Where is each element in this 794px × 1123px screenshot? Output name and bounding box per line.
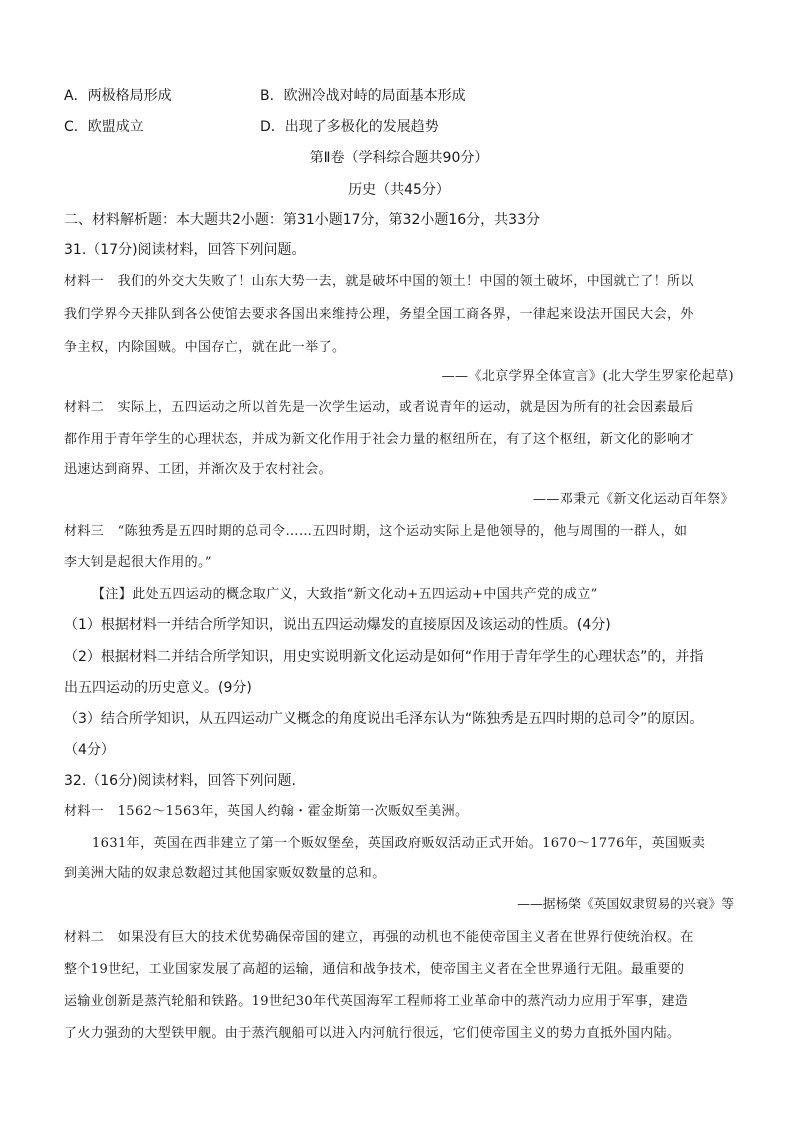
section-heading: 二、材料解析题：本大题共2小题：第31小题17分，第32小题16分，共33分 (64, 212, 540, 228)
q31-stem: 31.（17分)阅读材料，回答下列问题。 (64, 242, 306, 258)
q31-sub3-line2: （4分） (64, 742, 115, 758)
q31-sub3-line1: （3）结合所学知识，从五四运动广义概念的角度说出毛泽东认为“陈独秀是五四时期的总司令”的原因。 (64, 711, 704, 727)
part2-subtitle: 历史（共45分） (348, 182, 450, 198)
q31-material2-source: ——邓秉元《新文化运动百年祭》 (532, 492, 734, 507)
q32-stem: 32.（16分)阅读材料，回答下列问题. (64, 773, 296, 789)
q32-material1-source: ——据杨棨《英国奴隶贸易的兴衰》等 (517, 897, 734, 912)
q31-sub2-line1: （2）根据材料二并结合所学知识，用史实说明新文化运动是如何“作用于青年学生的心理状态”的，并指 (64, 649, 704, 665)
q31-material1-line1: 材料一 我们的外交大失败了！山东大势一去，就是破坏中国的领土！中国的领土破坏，中国就亡了！所以 (64, 274, 694, 289)
part2-title: 第Ⅱ卷（学科综合题共90分） (309, 150, 489, 166)
option-b: B．欧洲冷战对峙的局面基本形成 (260, 88, 466, 104)
q32-material1-line1: 材料一 1562～1563年，英国人约翰・霍金斯第一次贩奴至美洲。 (64, 804, 469, 819)
q31-material2-line1: 材料二 实际上，五四运动之所以首先是一次学生运动，或者说青年的运动，就是因为所有的社会因素最后 (64, 400, 694, 415)
q31-material2-line2: 都作用于青年学生的心理状态，并成为新文化作用于社会力量的枢纽所在，有了这个枢纽，新文化的影响才 (64, 432, 694, 447)
q32-material2-line4: 了火力强劲的大型铁甲舰。由于蒸汽舰船可以进入内河航行很远，它们使帝国主义的势力直抵外国内陆。 (64, 1026, 681, 1041)
q31-material1-source: ——《北京学界全体宣言》(北大学生罗家伦起草) (441, 369, 734, 384)
q31-sub1: （1）根据材料一并结合所学知识，说出五四运动爆发的直接原因及该运动的性质。(4分) (64, 617, 611, 633)
option-d: D．出现了多极化的发展趋势 (260, 119, 439, 135)
q32-material2-line2: 整个19世纪，工业国家发展了高超的运输，通信和战争技术，使帝国主义者在全世界通行无阻。最重要的 (64, 962, 685, 977)
q31-material3-line1: 材料三 “陈独秀是五四时期的总司令……五四时期，这个运动实际上是他领导的，他与周围的一群人，如 (64, 524, 688, 539)
q32-material2-line1: 材料二 如果没有巨大的技术优势确保帝国的建立，再强的动机也不能使帝国主义者在世界行使统治权。在 (64, 930, 694, 945)
q31-material3-line2: 李大钊是起很大作用的。” (64, 555, 212, 570)
q32-material1-line3: 到美洲大陆的奴隶总数超过其他国家贩奴数量的总和。 (64, 866, 386, 881)
q32-material1-line2: 1631年，英国在西非建立了第一个贩奴堡垒，英国政府贩奴活动正式开始。1670～1776年，英国贩卖 (92, 836, 706, 851)
q31-material1-line3: 争主权，内除国贼。中国存亡，就在此一举了。 (64, 340, 346, 355)
q31-material1-line2: 我们学界今天排队到各公使馆去要求各国出来维持公理，务望全国工商各界，一律起来设法开国民大会，外 (64, 307, 694, 322)
option-a: A．两极格局形成 (64, 88, 172, 104)
q32-material2-line3: 运输业创新是蒸汽轮船和铁路。19世纪30年代英国海军工程师将工业革命中的蒸汽动力应用于军事，建造 (64, 994, 689, 1009)
q31-sub2-line2: 出五四运动的历史意义。(9分) (64, 680, 252, 696)
q31-material2-line3: 迅速达到商界、工团，并渐次及于农村社会。 (64, 462, 333, 477)
q31-note: 【注】此处五四运动的概念取广义，大致指“新文化动+五四运动+中国共产党的成立” (92, 587, 598, 602)
option-c: C．欧盟成立 (64, 119, 144, 135)
